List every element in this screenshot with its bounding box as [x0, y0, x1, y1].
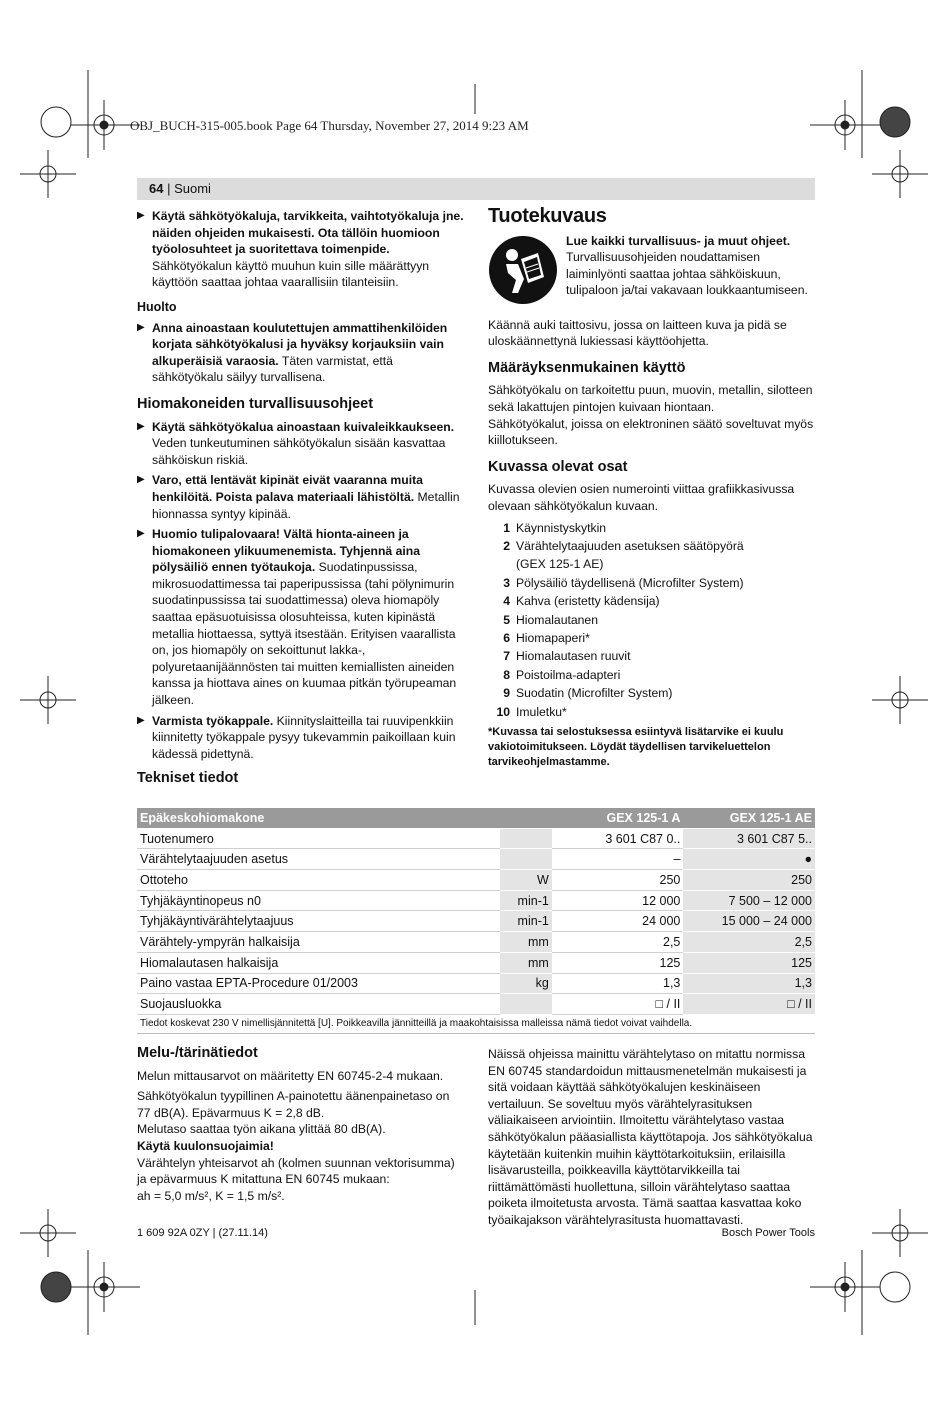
bullet-arrow-icon: ▶ — [137, 321, 145, 333]
bullet-bold: Käytä sähkötyökalua ainoastaan kuivaleikkaukseen. — [152, 419, 455, 434]
list-item: 2 Värähtelytaajuuden asetuksen säätöpyörä (GEX 125-1 AE) — [503, 538, 744, 572]
page-bar — [137, 178, 815, 200]
bullet-text: Sähkötyökalun käyttö muuhun kuin sille määrättyyn käyttöön saattaa johtaa vaarallisiin tilanteisiin. — [152, 258, 430, 290]
intended-use-text-1: Sähkötyökalu on tarkoitettu puun, muovin, metallin, silotteen sekä lakattujen pintojen kuivaan hiontaan. — [488, 383, 813, 414]
table-row: Hiomalautasen halkaisija mm 125 125 — [137, 952, 815, 973]
noise-left-column — [137, 1045, 464, 1204]
parts-list — [488, 519, 815, 721]
page-number: 64 — [149, 181, 164, 196]
table-row: Ottoteho W 250 250 — [137, 870, 815, 891]
bullet-arrow-icon: ▶ — [137, 714, 145, 726]
list-item: 1 Käynnistyskytkin — [503, 520, 607, 535]
bullet-bold: Varo, että lentävät kipinät eivät vaaranna muita henkilöitä. Poista palava materiaali lähistöltä. — [152, 473, 423, 504]
parts-heading: Kuvassa olevat osat — [488, 458, 628, 475]
table-row: Tyhjäkäyntivärähtelytaajuus min-1 24 000 15 000 – 24 000 — [137, 911, 815, 932]
noise-p2: Sähkötyökalun tyypillinen A-painotettu äänenpainetaso on 77 dB(A). Epävarmuus K = 2,8 dB. — [137, 1089, 450, 1120]
noise-p5: Värähtelyn yhteisarvot ah (kolmen suunnan vektorisumma) ja epävarmuus K mitattuna EN 60745 mukaan: — [137, 1155, 455, 1187]
parts-intro: Kuvassa olevien osien numerointi viittaa grafiikkasivussa olevaan sähkötyökalun kuvaan. — [488, 482, 795, 513]
bullet-arrow-icon: ▶ — [137, 210, 145, 221]
left-column — [137, 208, 464, 766]
bullet-arrow-icon: ▶ — [137, 420, 145, 432]
list-item: 4 Kahva (eristetty kädensija) — [503, 594, 660, 609]
bullet-arrow-icon: ▶ — [137, 528, 145, 540]
footer-left: 1 609 92A 0ZY | (27.11.14) — [137, 1227, 268, 1239]
bullet-bold: Huomio tulipalovaara! Vältä hionta-aineen ja hiomakoneen ylikuumenemista. Tyhjennä aina pölysäiliö ennen työtaukoja. — [152, 527, 420, 575]
footer-right: Bosch Power Tools — [721, 1227, 815, 1239]
page-bar-separator: | — [167, 181, 175, 196]
noise-heading: Melu-/tärinätiedot — [137, 1045, 258, 1061]
bullet-dry — [137, 419, 464, 469]
tech-data-table — [137, 808, 815, 1034]
bullet-text: Kiinnityslaitteilla tai ruuvipenkkiin kiinnitetty työkappale pysyy tukevammin paikoillaan kuin kädessä pidettynä. — [152, 713, 456, 761]
fold-text: Käännä auki taittosivu, jossa on laitteen kuva ja pidä se uloskäännettynä lukiessasi käyttöohjetta. — [488, 317, 787, 349]
table-row: Suojausluokka □ / II □ / II — [137, 994, 815, 1015]
bullet-bold: Anna ainoastaan koulutettujen ammattihenkilöiden korjata sähkötyökalusi ja hyväksy korjauksiin vain alkuperäisiä varaosia. — [152, 320, 448, 368]
noise-p3: Melutaso saattaa työn aikana ylittää 80 dB(A). — [137, 1122, 386, 1137]
table-row: Tuotenumero 3 601 C87 0.. 3 601 C87 5.. — [137, 828, 815, 849]
tech-data-heading: Tekniset tiedot — [137, 770, 239, 786]
read-instructions-block — [488, 233, 815, 305]
noise-right-text: Näissä ohjeissa mainittu värähtelytaso on mitattu normissa EN 60745 standardoidun mittausmenetelmän mukaisesti ja sitä voidaan käyttää sähkötyökalujen keskinäiseen vertailuun. Se soveltuu myös värähtelyrasituksen väliaikaiseen arviointiin. Ilmoitettu värähtelytaso vastaa sähkötyökalun pääasiallista käyttötapoja. Jos sähkötyökalua käytetään kuitenkin muihin käyttötarkoituksiin, erilaisilla lisävarusteilla, poikkeavilla käyttötarvikkeilla tai riittämättömästi huollettuna, silloin värähtelytaso saattaa poiketa ilmoitetusta arvosta. Tämä saattaa kasvattaa koko työaikajakson värähtelyrasitusta huomattavasti. — [488, 1047, 813, 1227]
bullet-text: Veden tunkeutuminen sähkötyökalun sisään kasvattaa sähköiskun riskiä. — [152, 436, 446, 467]
list-item: 7 Hiomalautasen ruuvit — [503, 649, 631, 664]
table-header-row: Epäkeskohiomakone GEX 125-1 A GEX 125-1 AE — [137, 808, 815, 828]
intended-use-heading: Määräyksenmukainen käyttö — [488, 359, 686, 376]
bullet-fire — [137, 526, 464, 709]
table-footnote-row: Tiedot koskevat 230 V nimellisjännitettä [U]. Poikkeavilla jännitteillä ja maakohtaisissa malleissa nämä tiedot voivat vaihdella. — [137, 1014, 815, 1033]
bullet-text: Täten varmistat, että sähkötyökalu säilyy turvallisena. — [152, 353, 393, 385]
bullet-text: Metallin hionnassa syntyy kipinää. — [152, 489, 460, 521]
right-column — [488, 205, 815, 770]
product-description-title: Tuotekuvaus — [488, 205, 607, 227]
intro-bold: Lue kaikki turvallisuus- ja muut ohjeet. — [566, 233, 791, 248]
bullet-workpiece — [137, 713, 464, 763]
list-item: 6 Hiomapaperi* — [503, 630, 590, 645]
noise-right-column — [488, 1046, 815, 1229]
read-manual-icon — [488, 235, 558, 305]
sanding-safety-heading: Hiomakoneiden turvallisuusohjeet — [137, 395, 374, 412]
page-section: Suomi — [174, 181, 211, 196]
list-item: 3 Pölysäiliö täydellisenä (Microfilter System) — [503, 575, 744, 590]
bullet-sparks — [137, 472, 464, 522]
noise-p6: ah = 5,0 m/s², K = 1,5 m/s². — [137, 1188, 285, 1203]
bullet-bold: Varmista työkappale. — [152, 713, 274, 728]
table-row: Tyhjäkäyntinopeus n0 min-1 12 000 7 500 – 12 000 — [137, 890, 815, 911]
accessory-note: *Kuvassa tai selostuksessa esiintyvä lisätarvike ei kuulu vakiotoimitukseen. Löydät täydellisen tarvikeluettelon tarvikeohjelmastamme. — [488, 726, 784, 768]
bullet-repair — [137, 320, 464, 386]
list-item: 10 Imuletku* — [496, 704, 567, 719]
bullet-text: Suodatinpussissa, mikrosuodattimessa tai paperipussissa (tahi pölynimurin suodatinpussissa tai suodattimessa) oleva hiomapöly saattaa epäsuotuisissa olosuhteissa, kuten kipinästä metallia hiottaessa, syttyä itsestään. Erityisen vaarallista on, jos hiomapöly on sekoittunut lakka-, polyuretaanijäännösten tai muitten kemiallisten aineiden kanssa ja hiottava aines on kuumaa pitkän työrupeaman jälkeen. — [152, 560, 457, 708]
table-row: Värähtelytaajuuden asetus – ● — [137, 849, 815, 870]
intro-text: Turvallisuusohjeiden noudattamisen laiminlyönti saattaa johtaa sähköiskuun, tulipaloon ja/tai vakavaan loukkaantumiseen. — [566, 250, 808, 298]
file-header: OBJ_BUCH-315-005.book Page 64 Thursday, November 27, 2014 9:23 AM — [130, 118, 529, 133]
bullet-arrow-icon: ▶ — [137, 474, 145, 486]
noise-p4: Käytä kuulonsuojaimia! — [137, 1138, 274, 1153]
list-item: 9 Suodatin (Microfilter System) — [503, 686, 673, 701]
bullet-usage — [137, 208, 464, 291]
intended-use-text-2: Sähkötyökalut, joissa on elektroninen säätö soveltuvat myös kiillotukseen. — [488, 416, 814, 448]
table-row: Värähtely-ympyrän halkaisija mm 2,5 2,5 — [137, 932, 815, 953]
bullet-bold: Käytä sähkötyökaluja, tarvikkeita, vaihtotyökaluja jne. näiden ohjeiden mukaisesti. Ota tällöin huomioon työolosuhteet ja suoritettava toimenpide. — [152, 209, 464, 257]
huolto-heading: Huolto — [137, 299, 177, 314]
list-item: 5 Hiomalautanen — [503, 612, 598, 627]
noise-p1: Melun mittausarvot on määritetty EN 60745-2-4 mukaan. — [137, 1068, 444, 1083]
table-row: Paino vastaa EPTA-Procedure 01/2003 kg 1,3 1,3 — [137, 973, 815, 994]
list-item: 8 Poistoilma-adapteri — [503, 667, 621, 682]
